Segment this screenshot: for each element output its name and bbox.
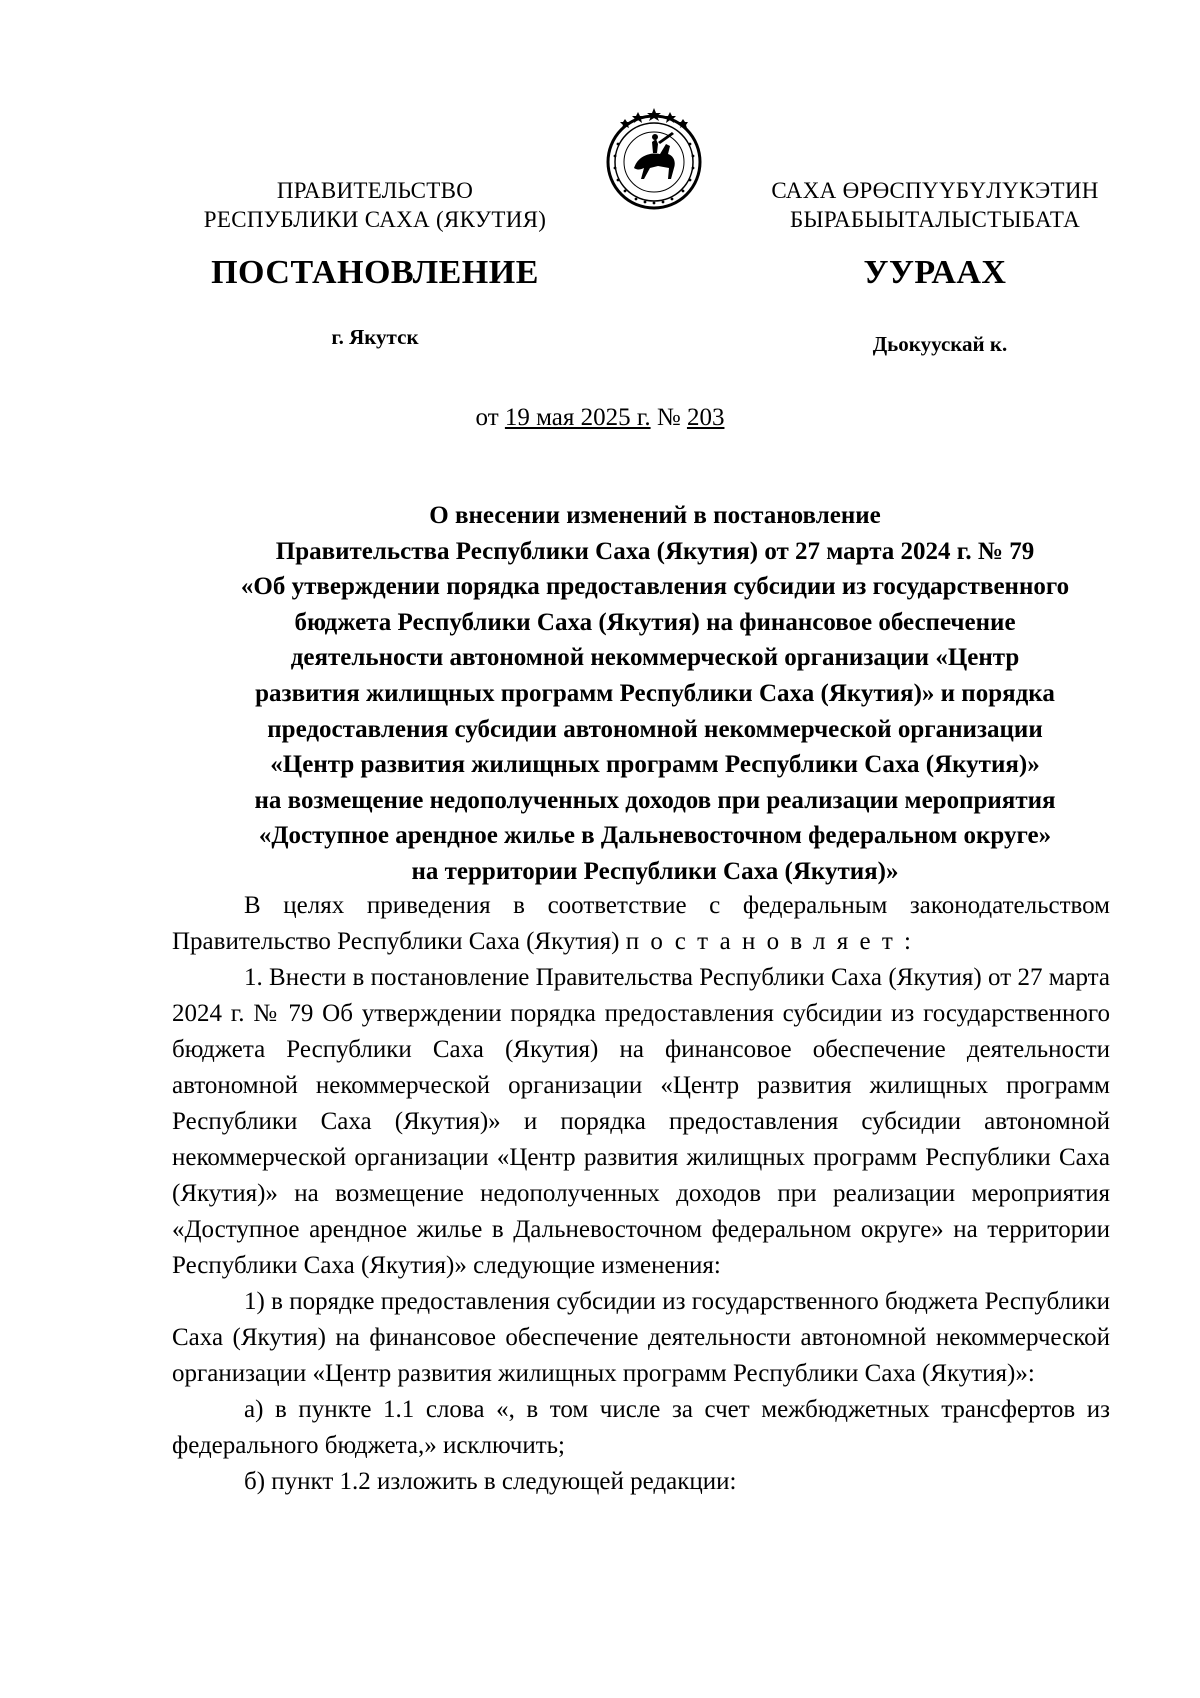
- government-name-russian: [185, 176, 565, 234]
- number-sign: №: [656, 404, 681, 431]
- intro-paragraph: [172, 888, 1110, 960]
- title-line: «Об утверждении порядка предоставления субсидии из государственного: [240, 573, 1070, 601]
- document-number: 203: [686, 404, 725, 431]
- paragraph-1-1-a: а) в пункте 1.1 слова «, в том числе за счет межбюджетных трансфертов из федерального бюджета,» исключить;: [172, 1396, 1110, 1459]
- document-body: [172, 888, 1110, 1500]
- coat-of-arms-emblem-icon: [598, 104, 710, 216]
- title-line: «Центр развития жилищных программ Республики Саха (Якутия)»: [270, 751, 1040, 779]
- city-russian: г. Якутск: [331, 325, 419, 349]
- org-line: ПРАВИТЕЛЬСТВО: [276, 178, 474, 203]
- city-sakha: Дьокуускай к.: [872, 332, 1008, 356]
- org-line: БЫРАБЫЫТАЛЫСТЫБАТА: [789, 207, 1081, 232]
- document-type-sakha: УУРААХ: [863, 254, 1007, 291]
- title-line: предоставления субсидии автономной некоммерческой организации: [267, 715, 1043, 743]
- title-line: О внесении изменений в постановление: [429, 502, 881, 529]
- paragraph-1: 1. Внести в постановление Правительства Республики Саха (Якутия) от 27 марта 2024 г. № 79 Об утверждении порядка предоставления субсидии из государственного бюджета Республики Саха (Якутия) на финансовое обеспечение деятельности автономной некоммерческой организации «Центр развития жилищных программ Республики Саха (Якутия)» и порядка предоставления субсидии автономной некоммерческой организации «Центр развития жилищных программ Республики Саха (Якутия)» на возмещение недополученных доходов при реализации мероприятия «Доступное арендное жилье в Дальневосточном федеральном округе» на территории Республики Саха (Якутия)» следующие изменения:: [172, 964, 1110, 1279]
- title-line: деятельности автономной некоммерческой организации «Центр: [290, 644, 1020, 672]
- title-line: «Доступное арендное жилье в Дальневосточном федеральном округе»: [258, 822, 1052, 850]
- org-line: РЕСПУБЛИКИ САХА (ЯКУТИЯ): [203, 207, 547, 232]
- org-line: САХА ӨРӨСПҮҮБҮЛҮКЭТИН: [771, 178, 1099, 203]
- document-type-russian: ПОСТАНОВЛЕНИЕ: [211, 254, 539, 291]
- intro-verb: постановляет:: [625, 928, 923, 955]
- document-title: [165, 498, 1145, 890]
- title-line: развития жилищных программ Республики Саха (Якутия)» и порядка: [255, 679, 1055, 707]
- document-date: 19 мая 2025 г.: [504, 404, 651, 431]
- title-line: бюджета Республики Саха (Якутия) на финансовое обеспечение: [294, 608, 1016, 636]
- paragraph-1-1: 1) в порядке предоставления субсидии из государственного бюджета Республики Саха (Якутия) на финансовое обеспечение деятельности автономной некоммерческой организации «Центр развития жилищных программ Республики Саха (Якутия)»:: [172, 1288, 1110, 1387]
- date-prefix: от: [475, 404, 499, 431]
- document-date-number: [0, 404, 1200, 432]
- government-name-sakha: [745, 176, 1125, 234]
- paragraph-1-1-b: б) пункт 1.2 изложить в следующей редакции:: [244, 1468, 737, 1495]
- title-line: на возмещение недополученных доходов при реализации мероприятия: [254, 786, 1056, 814]
- title-line: Правительства Республики Саха (Якутия) от 27 марта 2024 г. № 79: [275, 537, 1035, 565]
- title-line: на территории Республики Саха (Якутия)»: [411, 857, 899, 885]
- intro-text: В целях приведения в соответствие с федеральным законодательством Правительство Республики Саха (Якутия): [172, 892, 1110, 955]
